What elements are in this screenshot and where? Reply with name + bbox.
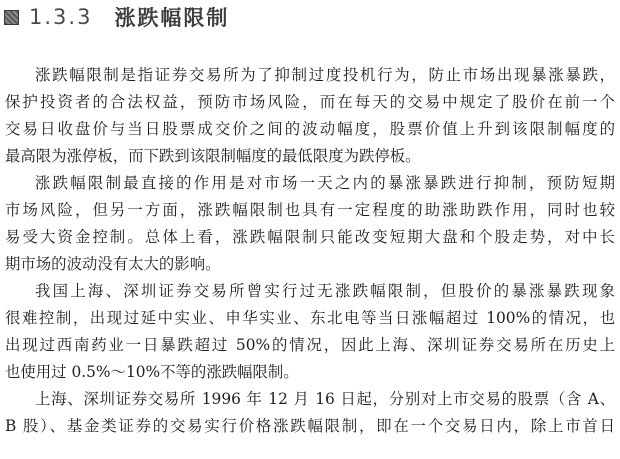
text-line: 很难控制，出现过延中实业、申华实业、东北电等当日涨幅超过 100%的情况，也 (5, 309, 615, 327)
text-line: 易受大资金控制。总体上看，涨跌幅限制只能改变短期大盘和个股走势，对中长 (5, 228, 615, 246)
paragraph-3 (5, 278, 615, 386)
text-line: B 股）、基金类证券的交易实行价格涨跌幅限制，即在一个交易日内，除上市首日 (5, 417, 615, 435)
text-line: 市场风险，但另一方面，涨跌幅限制也具有一定程度的助涨助跌作用，同时也较 (5, 201, 615, 219)
section-marker-icon (4, 10, 19, 25)
section-number: 1.3.3 (29, 5, 93, 29)
text-line: 保护投资者的合法权益，预防市场风险，而在每天的交易中规定了股价在前一个 (5, 93, 615, 111)
text-line: 交易日收盘价与当日股票成交价之间的波动幅度，股票价值上升到该限制幅度的 (5, 120, 615, 138)
text-line: 涨跌幅限制是指证券交易所为了抑制过度投机行为，防止市场出现暴涨暴跌， (35, 66, 615, 84)
section-heading (4, 2, 229, 32)
paragraph-1 (5, 62, 615, 170)
text-line: 也使用过 0.5%～10%不等的涨跌幅限制。 (5, 363, 299, 381)
body-text (5, 62, 615, 440)
text-line: 涨跌幅限制最直接的作用是对市场一天之内的暴涨暴跌进行抑制，预防短期 (35, 174, 615, 192)
text-line: 上海、深圳证券交易所 1996 年 12 月 16 日起，分别对上市交易的股票（含 A、 (35, 390, 615, 408)
section-title: 涨跌幅限制 (114, 6, 230, 30)
text-line: 出现过西南药业一日暴跌超过 50%的情况，因此上海、深圳证券交易所在历史上 (5, 336, 615, 354)
text-line: 我国上海、深圳证券交易所曾实行过无涨跌幅限制，但股价的暴涨暴跌现象 (35, 282, 615, 300)
paragraph-2 (5, 170, 615, 278)
text-line: 期市场的波动没有太大的影响。 (5, 255, 221, 273)
paragraph-4 (5, 386, 615, 440)
text-line: 最高限为涨停板，而下跌到该限制幅度的最低限度为跌停板。 (5, 147, 421, 165)
